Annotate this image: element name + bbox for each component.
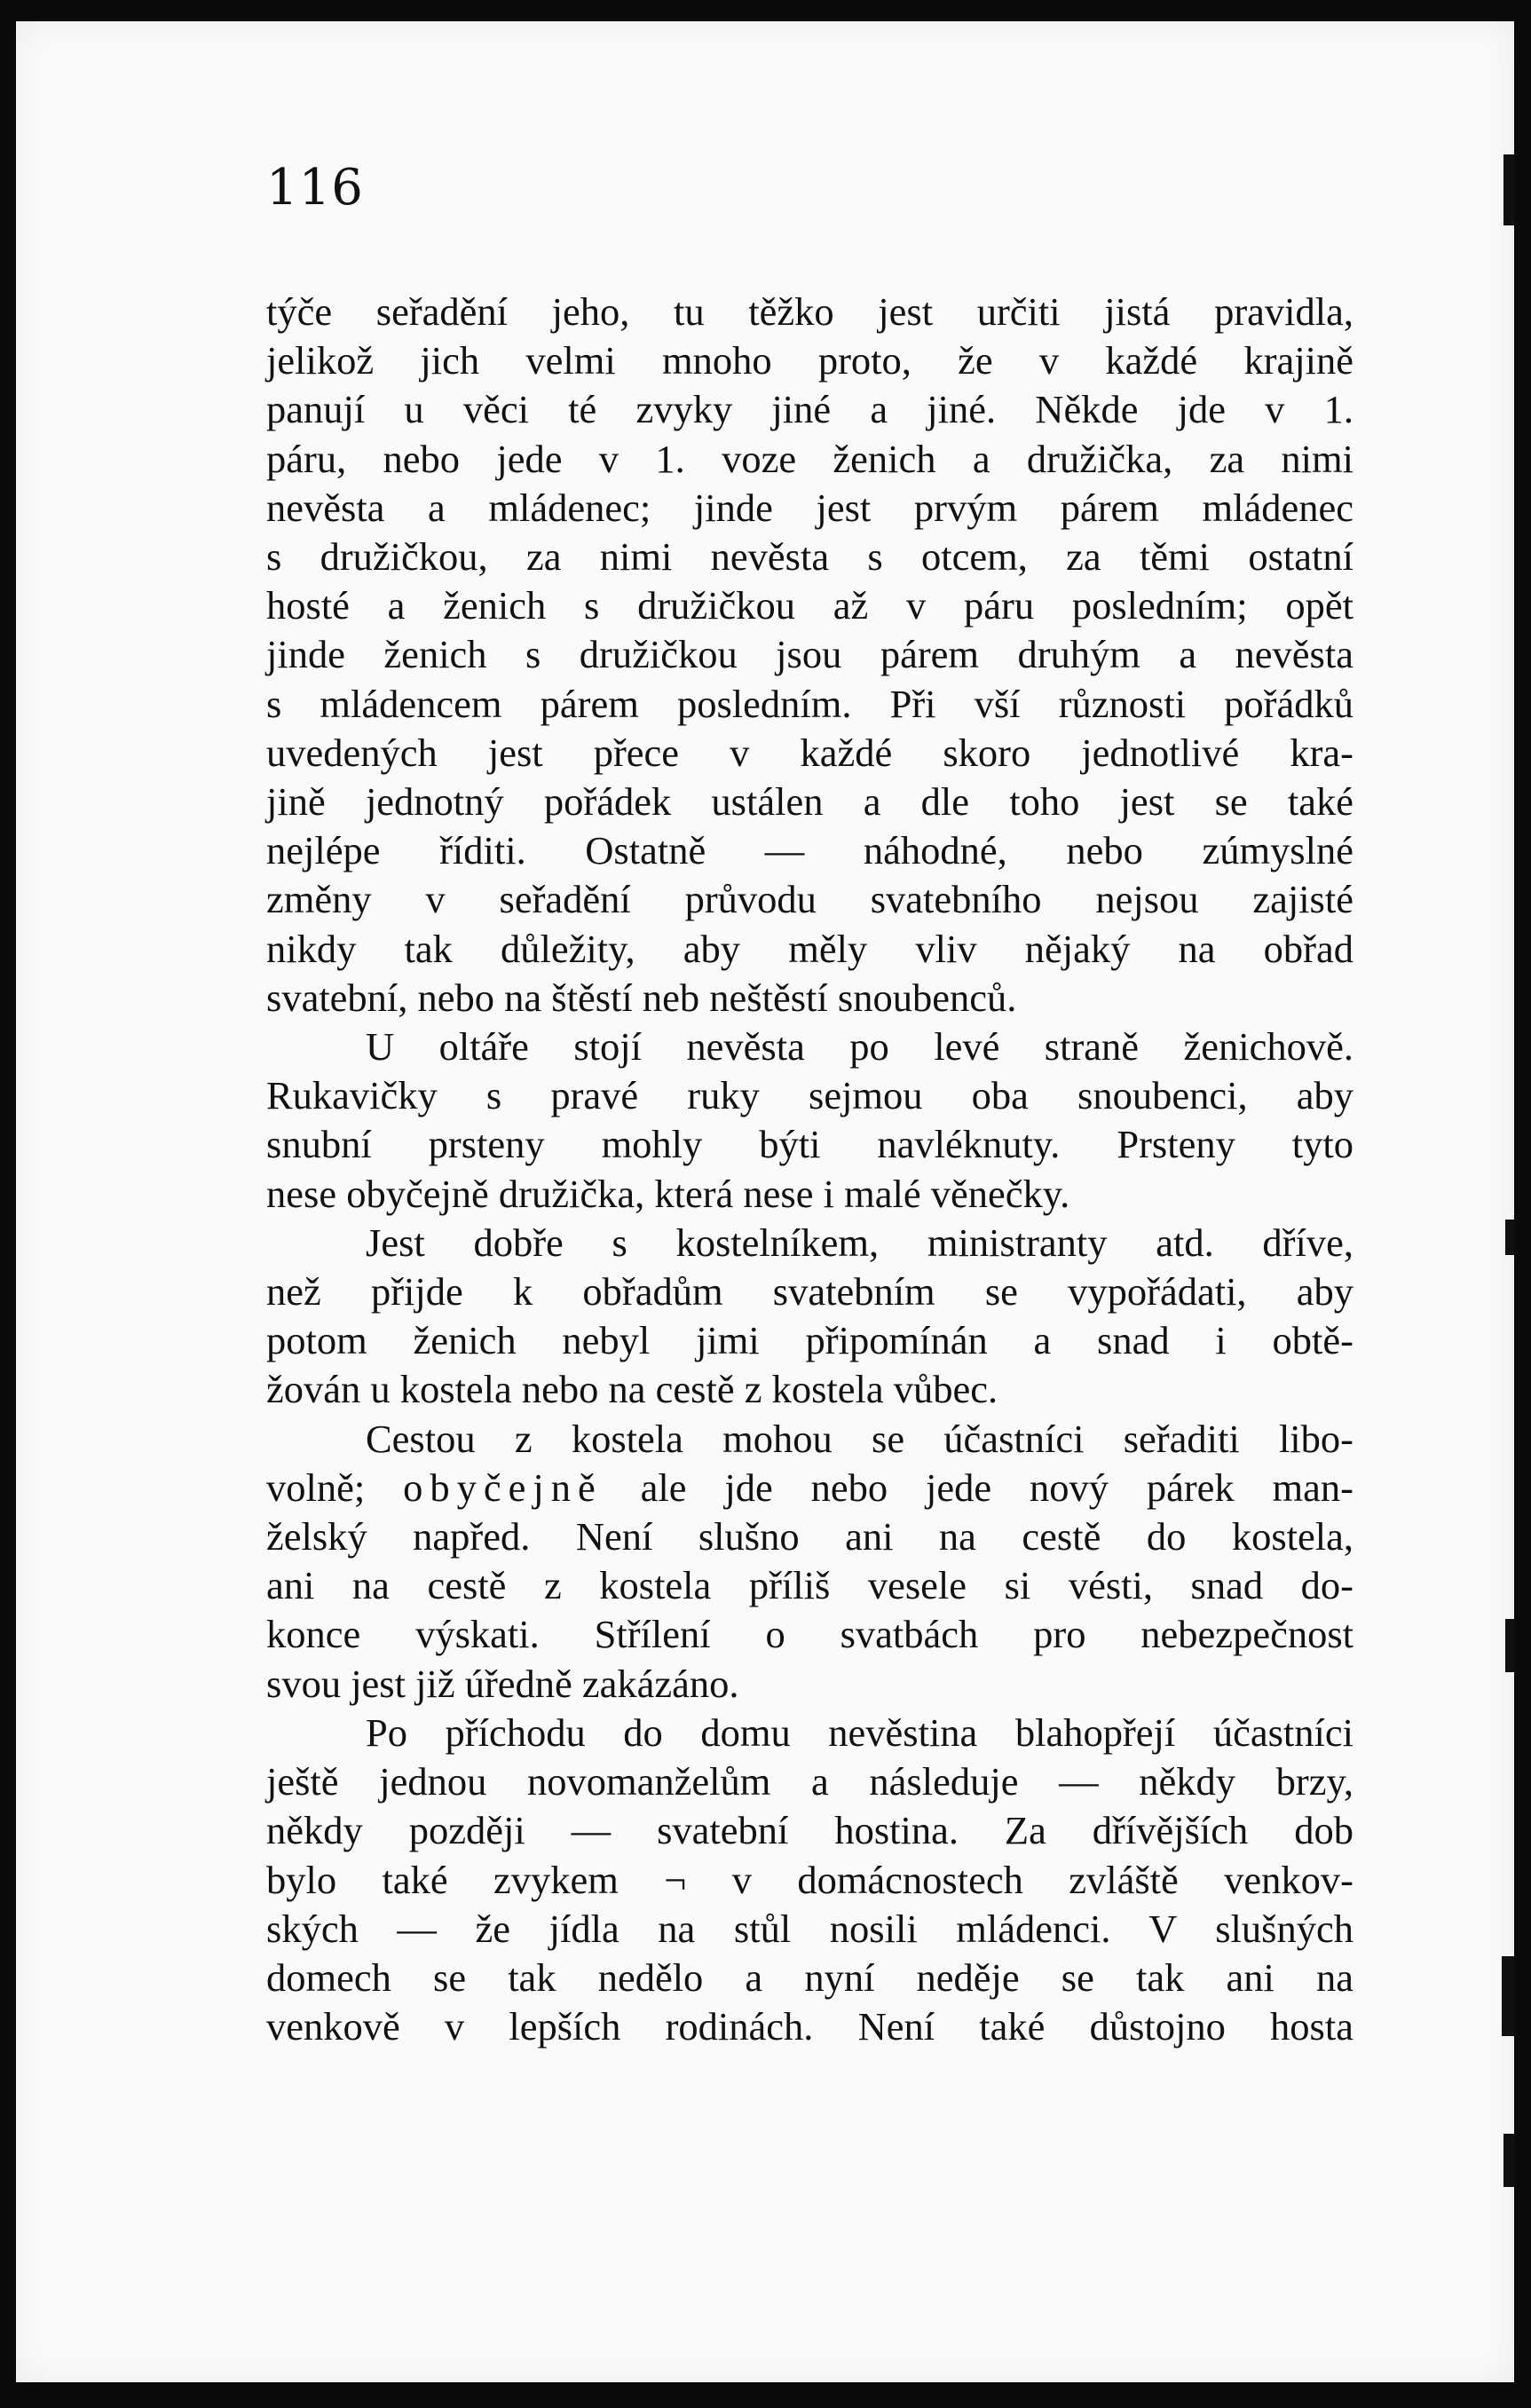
page-number: 116 [266,159,364,217]
text-line: nikdy tak důležity, aby měly vliv nějaký na obřad [266,926,1353,971]
text-line: jelikož jich velmi mnoho proto, že v každé krajině [266,338,1353,383]
text-line: nese obyčejně družička, která nese i malé věnečky. [266,1171,1070,1216]
scan-edge-mark [1502,1956,1514,2036]
text-line: želský napřed. Není slušno ani na cestě do kostela, [266,1514,1353,1559]
text-line: páru, nebo jede v 1. voze ženich a družička, za nimi [266,436,1353,481]
text-line: Po příchodu do domu nevěstina blahopřejí účastníci [366,1709,1353,1755]
text-line: nejlépe říditi. Ostatně — náhodné, nebo zúmyslné [266,828,1353,873]
text-line: panují u věci té zvyky jiné a jiné. Někde jde v 1. [266,387,1353,432]
scan-edge-mark [1505,1619,1514,1672]
emphasized-word: obyčejně [403,1465,603,1510]
text-line: s družičkou, za nimi nevěsta s otcem, za těmi ostatní [266,534,1353,580]
text-line: Cestou z kostela mohou se účastníci seřaditi libo- [366,1416,1353,1461]
body-text [266,288,1353,2051]
text-line: bylo také zvykem ¬ v domácnostech zvláště venkov- [266,1857,1353,1902]
text-line: ských — že jídla na stůl nosili mládenci. V slušných [266,1906,1353,1951]
text-line: Rukavičky s pravé ruky sejmou oba snoubenci, aby [266,1073,1353,1118]
text-line: změny v seřadění průvodu svatebního nejsou zajisté [266,877,1353,922]
text-line: ani na cestě z kostela příliš vesele si vésti, snad do- [266,1563,1353,1608]
text-line: Jest dobře s kostelníkem, ministranty atd. dříve, [366,1220,1353,1265]
text-line: potom ženich nebyl jimi připomínán a snad i obtě- [266,1318,1353,1363]
book-page [16,21,1514,2382]
text-line: konce výskati. Střílení o svatbách pro nebezpečnost [266,1612,1353,1657]
text-line: snubní prsteny mohly býti navléknuty. Prsteny tyto [266,1122,1353,1167]
text-line: svatební, nebo na štěstí neb neštěstí snoubenců. [266,975,1017,1020]
text-line: venkově v lepších rodinách. Není také důstojno hosta [266,2004,1353,2049]
text-line: než přijde k obřadům svatebním se vypořádati, aby [266,1269,1353,1315]
text-line: uvedených jest přece v každé skoro jednotlivé kra- [266,730,1353,775]
text-line: týče seřadění jeho, tu těžko jest určiti jistá pravidla, [266,289,1353,334]
text-line: volně; obyčejně ale jde nebo jede nový párek man- [266,1465,1353,1510]
text-line: U oltáře stojí nevěsta po levé straně ženichově. [366,1024,1353,1070]
text-line: jinde ženich s družičkou jsou párem druhým a nevěsta [266,632,1353,677]
text-line: s mládencem párem posledním. Při vší různosti pořádků [266,681,1353,726]
text-line: nevěsta a mládenec; jinde jest prvým párem mládenec [266,485,1353,530]
text-line: žován u kostela nebo na cestě z kostela vůbec. [266,1367,998,1412]
text-line: ještě jednou novomanželům a následuje — někdy brzy, [266,1759,1353,1804]
text-line: svou jest již úředně zakázáno. [266,1661,739,1706]
text-line: hosté a ženich s družičkou až v páru posledním; opět [266,583,1353,628]
text-line: domech se tak nedělo a nyní neděje se tak ani na [266,1954,1353,2000]
scan-edge-mark [1503,154,1514,225]
text-line: jině jednotný pořádek ustálen a dle toho jest se také [266,779,1353,825]
scan-edge-mark [1505,1220,1514,1255]
text-line: někdy později — svatební hostina. Za dřívějších dob [266,1808,1353,1853]
scan-edge-mark [1503,2134,1514,2187]
